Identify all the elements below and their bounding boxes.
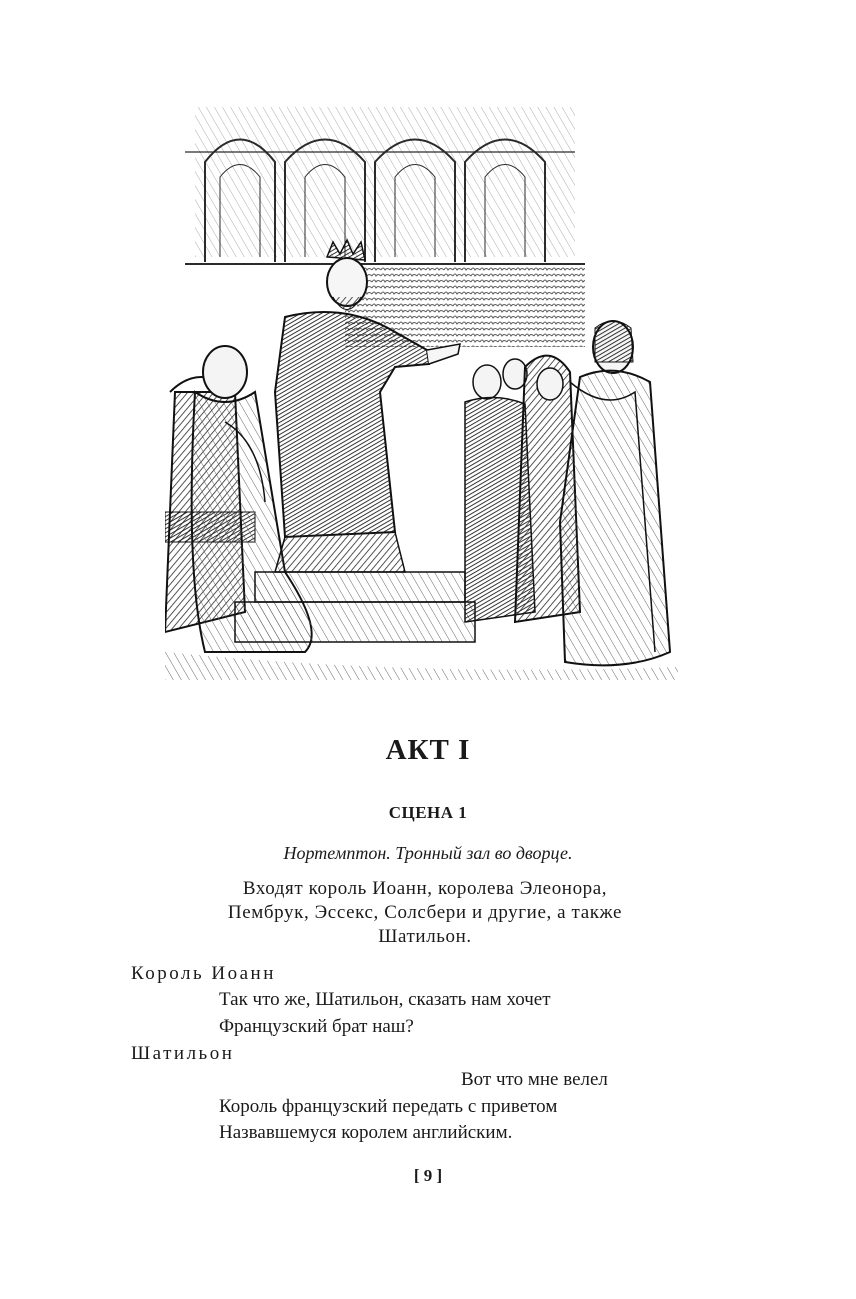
page-number: [ 9 ] — [413, 1166, 443, 1185]
speaker-name: Король Иоанн — [131, 963, 276, 984]
verse-line: Король французский передать с приветом — [219, 1096, 558, 1117]
stage-direction-line: Входят король Иоанн, королева Элеонора, — [242, 878, 608, 899]
verse-line: Вот что мне велел — [461, 1069, 608, 1090]
speaker-name: Шатильон — [131, 1043, 235, 1064]
scene-title: СЦЕНА 1 — [388, 803, 468, 822]
stage-direction-line: Пембрук, Эссекс, Солсбери и другие, а также — [227, 902, 623, 923]
throne-steps — [235, 572, 475, 642]
arcade-background — [185, 107, 585, 264]
engraving-illustration — [165, 92, 678, 680]
envoy-figure — [560, 321, 670, 665]
verse-line: Французский брат наш? — [219, 1016, 414, 1037]
verse-line: Назвавшемуся королем английским. — [219, 1122, 513, 1143]
scene-setting: Нортемптон. Тронный зал во дворце. — [283, 843, 573, 863]
engraving-drawing — [165, 92, 678, 680]
stage-direction — [175, 877, 675, 949]
act-title: АКТ I — [385, 734, 471, 766]
verse-line: Так что же, Шатильон, сказать нам хочет — [219, 989, 551, 1010]
stage-direction-line: Шатильон. — [378, 926, 472, 947]
